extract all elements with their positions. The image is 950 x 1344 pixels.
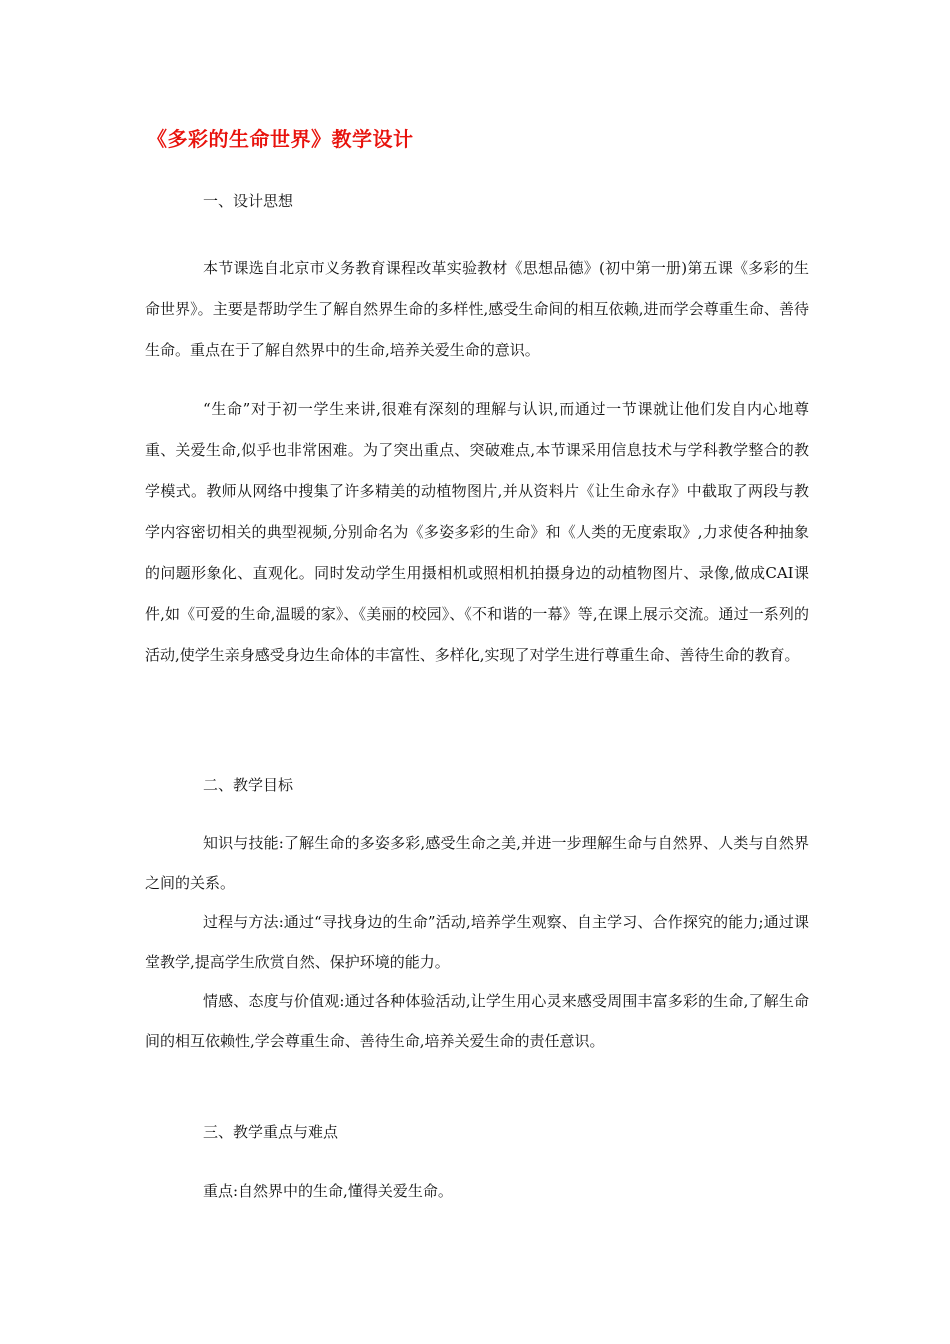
paragraph-key-point: 重点:自然界中的生命,懂得关爱生命。 bbox=[203, 1182, 453, 1200]
paragraph-lesson-source: 本节课选自北京市义务教育课程改革实验教材《思想品德》(初中第一册)第五课《多彩的生命世界》。主要是帮助学生了解自然界生命的多样性,感受生命间的相互依赖,进而学会尊重生命、善待生命。重点在于了解自然界中的生命,培养关爱生命的意识。 bbox=[145, 259, 809, 359]
section-heading-key-points: 三、教学重点与难点 bbox=[203, 1123, 339, 1141]
paragraph-goal-knowledge: 知识与技能:了解生命的多姿多彩,感受生命之美,并进一步理解生命与自然界、人类与自然界之间的关系。 bbox=[145, 834, 809, 892]
section-heading-teaching-goals: 二、教学目标 bbox=[203, 776, 294, 794]
paragraph-goal-attitude: 情感、态度与价值观:通过各种体验活动,让学生用心灵来感受周围丰富多彩的生命,了解生命间的相互依赖性,学会尊重生命、善待生命,培养关爱生命的责任意识。 bbox=[145, 992, 809, 1050]
paragraph-teaching-approach: “生命”对于初一学生来讲,很难有深刻的理解与认识,而通过一节课就让他们发自内心地尊重、关爱生命,似乎也非常困难。为了突出重点、突破难点,本节课采用信息技术与学科教学整合的教学模式。教师从网络中搜集了许多精美的动植物图片,并从资料片《让生命永存》中截取了两段与教学内容密切相关的典型视频,分别命名为《多姿多彩的生命》和《人类的无度索取》,力求使各种抽象的问题形象化、直观化。同时发动学生用摄相机或照相机拍摄身边的动植物图片、录像,做成CAI课件,如《可爱的生命,温暖的家》、《美丽的校园》、《不和谐的一幕》等,在课上展示交流。通过一系列的活动,使学生亲身感受身边生命体的丰富性、多样化,实现了对学生进行尊重生命、善待生命的教育。 bbox=[145, 400, 809, 664]
section-heading-design-idea: 一、设计思想 bbox=[203, 192, 294, 210]
document-title: 《多彩的生命世界》教学设计 bbox=[147, 127, 414, 151]
paragraph-goal-process: 过程与方法:通过“寻找身边的生命”活动,培养学生观察、自主学习、合作探究的能力;通过课堂教学,提高学生欣赏自然、保护环境的能力。 bbox=[145, 913, 809, 971]
